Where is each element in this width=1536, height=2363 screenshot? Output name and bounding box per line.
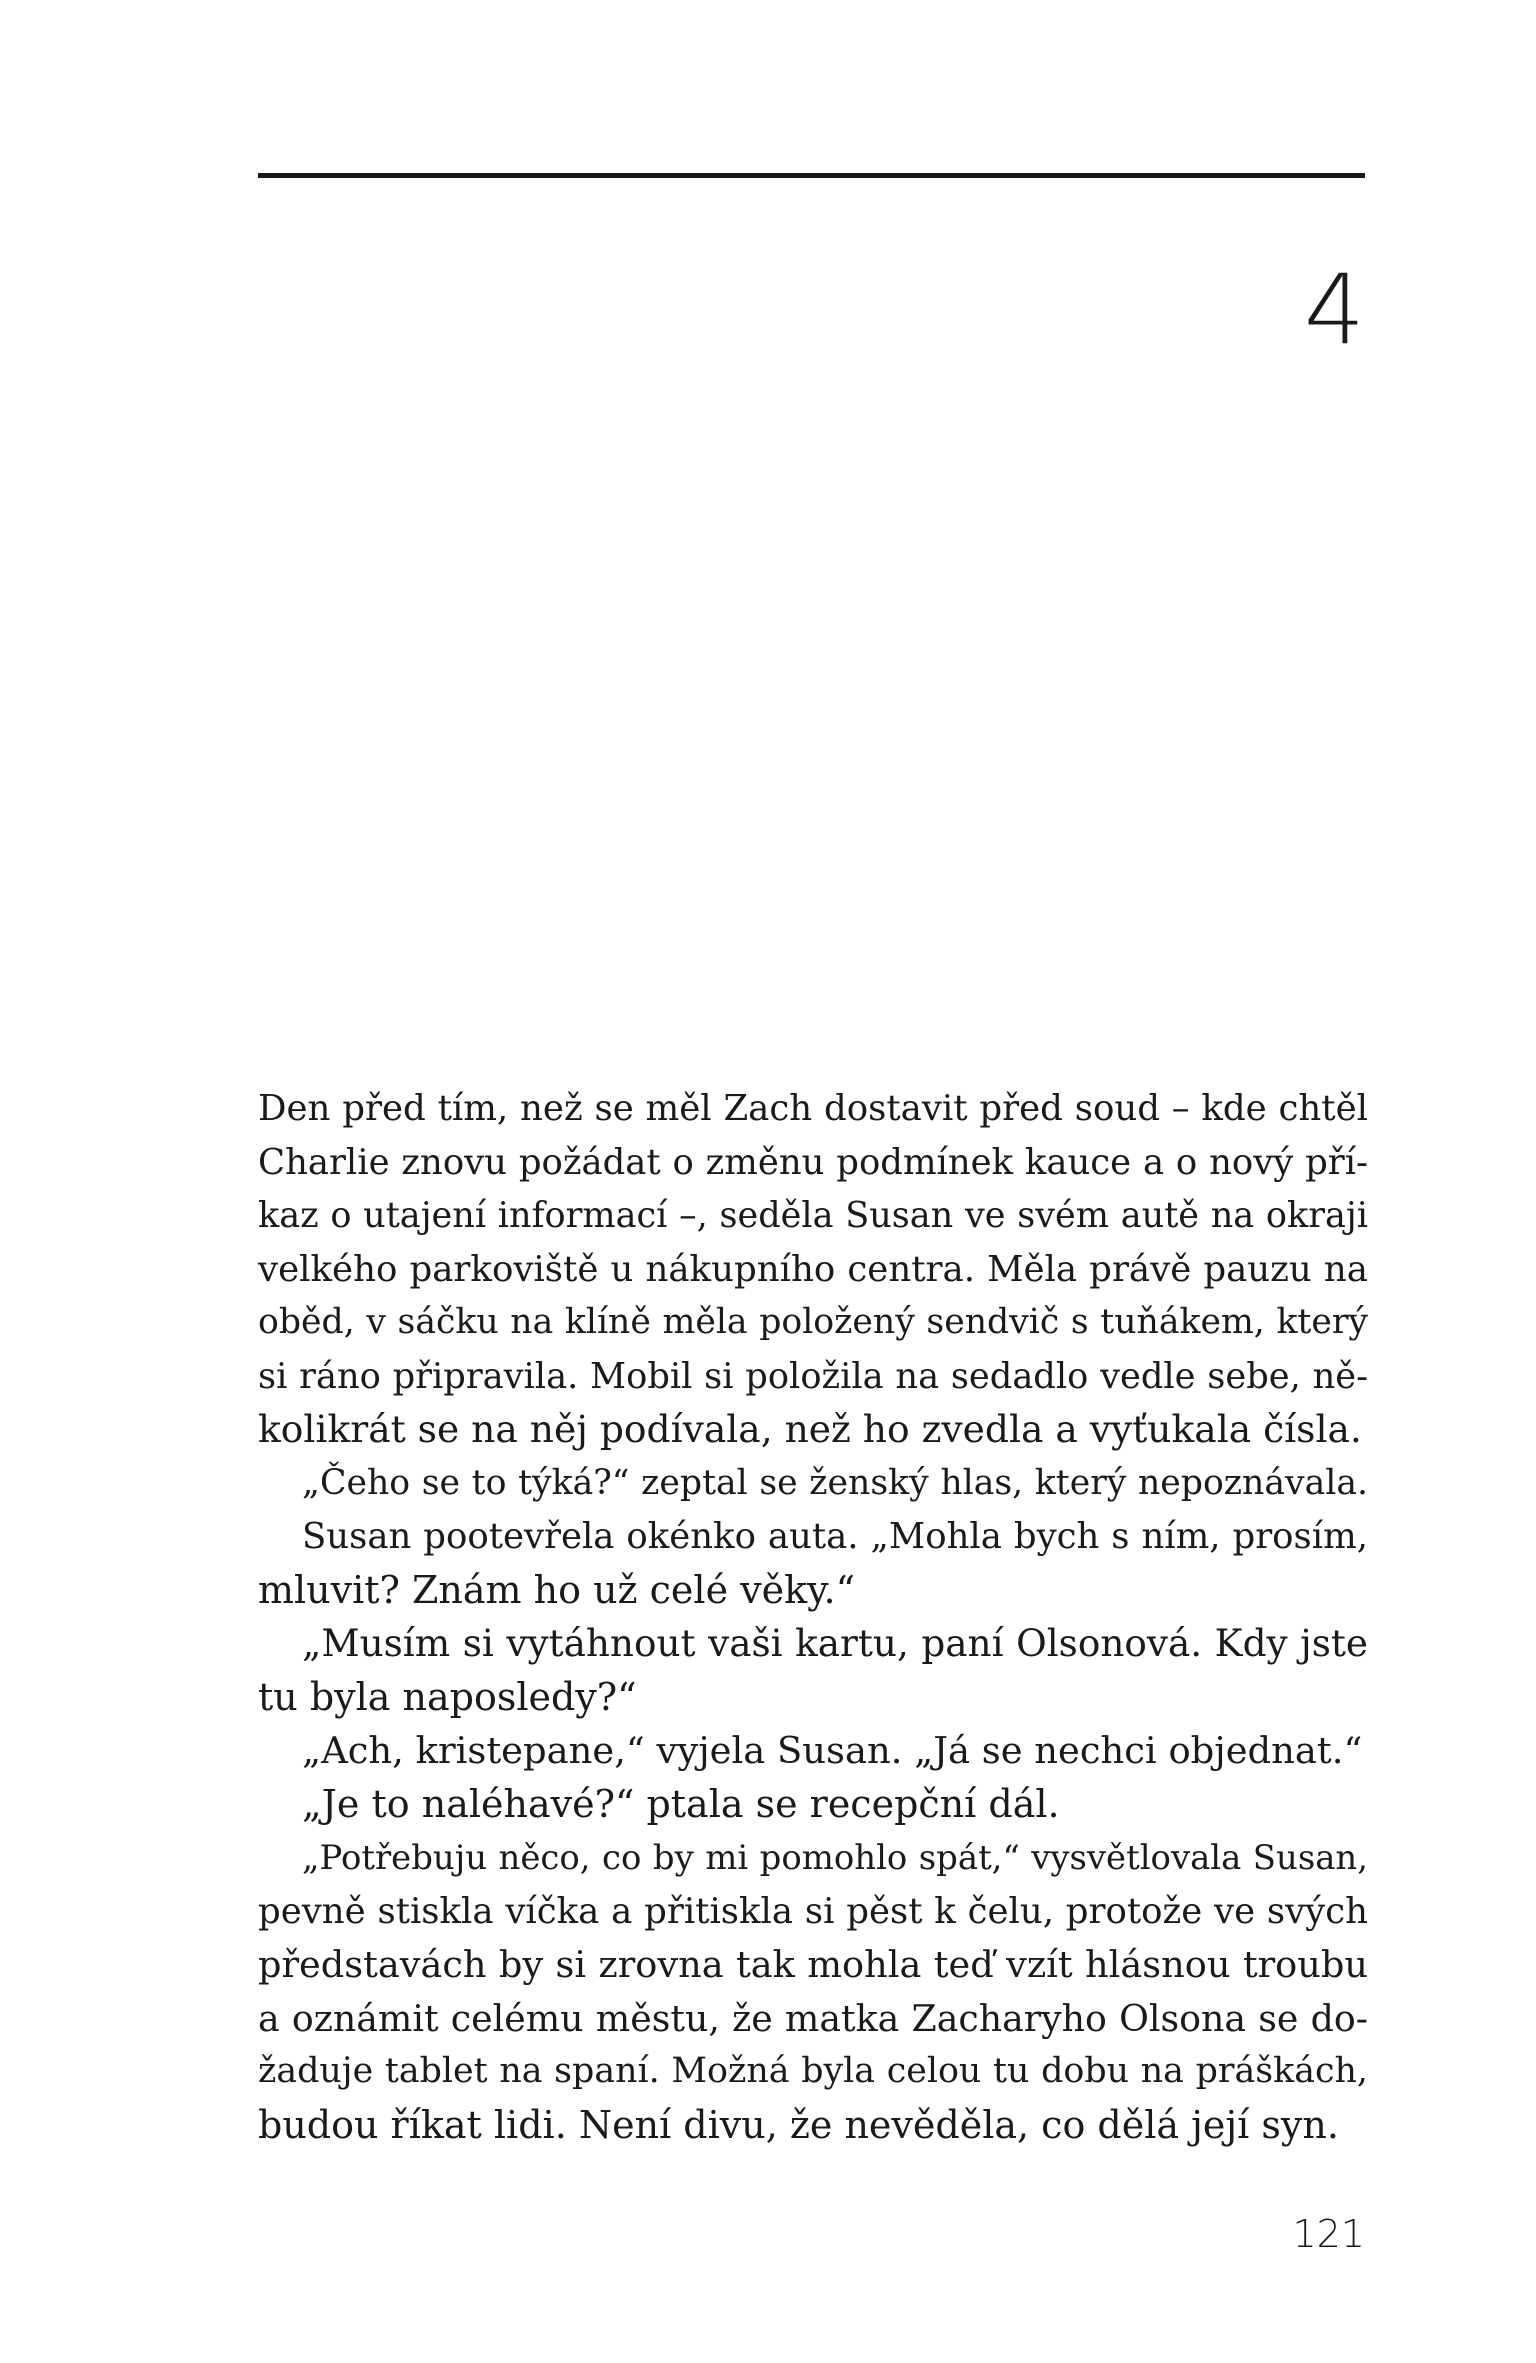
chapter-rule — [258, 173, 1365, 178]
text-line: žaduje tablet na spaní. Možná byla celou tu dobu na práškách, — [258, 2051, 1368, 2091]
text-line: oběd, v sáčku na klíně měla položený sendvič s tuňákem, který — [258, 1302, 1368, 1342]
text-line: „Čeho se to týká?“ zeptal se ženský hlas, který nepoznávala. — [302, 1462, 1368, 1503]
text-line: Charlie znovu požádat o změnu podmínek kauce a o nový pří- — [258, 1141, 1368, 1183]
text-line: Susan pootevřela okénko auta. „Mohla bych s ním, prosím, — [302, 1516, 1368, 1557]
text-line: kolikrát se na něj podívala, než ho zvedla a vyťukala čísla. — [258, 1407, 1362, 1451]
text-line: budou říkat lidi. Není divu, že nevěděla, co dělá její syn. — [258, 2102, 1339, 2147]
chapter-number: 4 — [1303, 254, 1365, 366]
page-number: 121 — [1292, 2212, 1365, 2256]
text-line: „Ach, kristepane,“ vyjela Susan. „Já se nechci objednat.“ — [302, 1729, 1363, 1772]
text-line: „Potřebuju něco, co by mi pomohlo spát,“ vysvětlovala Susan, — [302, 1838, 1368, 1877]
text-line: Den před tím, než se měl Zach dostavit před soud – kde chtěl — [258, 1088, 1368, 1129]
text-line: mluvit? Znám ho už celé věky.“ — [258, 1567, 856, 1612]
text-line: „Musím si vytáhnout vaši kartu, paní Olsonová. Kdy jste — [302, 1621, 1368, 1665]
text-line: a oznámit celému městu, že matka Zacharyho Olsona se do- — [258, 1996, 1368, 2040]
text-line: kaz o utajení informací –, seděla Susan ve svém autě na okraji — [258, 1195, 1368, 1236]
text-line: velkého parkoviště u nákupního centra. Měla právě pauzu na — [258, 1248, 1368, 1290]
body-text — [258, 1082, 1368, 2152]
text-line: tu byla naposledy?“ — [258, 1674, 637, 1719]
text-line: si ráno připravila. Mobil si položila na sedadlo vedle sebe, ně- — [258, 1355, 1368, 1397]
text-line: „Je to naléhavé?“ ptala se recepční dál. — [302, 1781, 1060, 1826]
text-line: pevně stiskla víčka a přitiskla si pěst k čelu, protože ve svých — [258, 1890, 1368, 1932]
text-line: představách by si zrovna tak mohla teď vzít hlásnou troubu — [258, 1943, 1368, 1986]
